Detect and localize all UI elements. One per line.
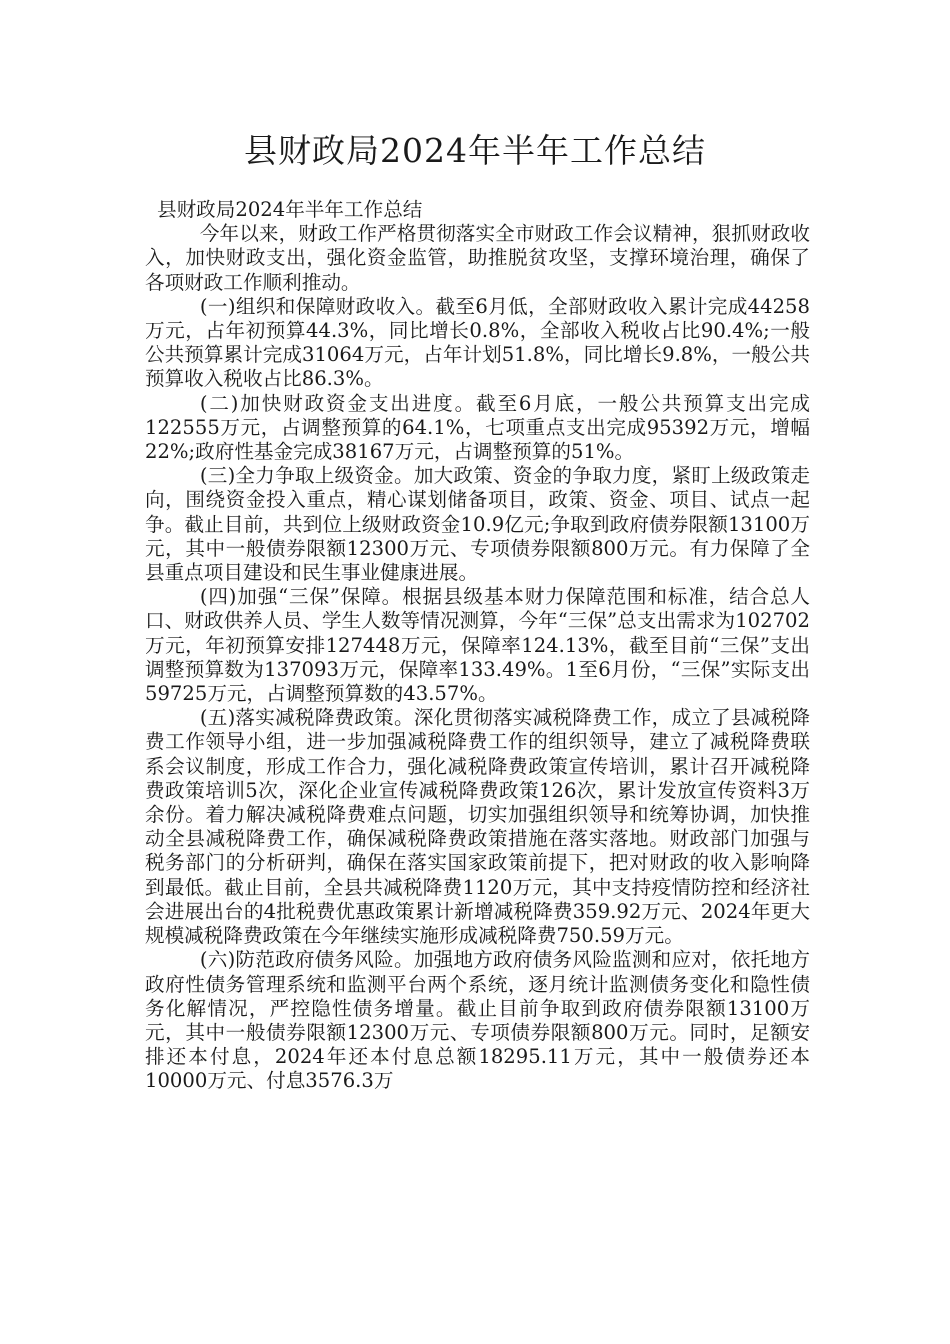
section-3-superior-funds: (三)全力争取上级资金。加大政策、资金的争取力度，紧盯上级政策走向，围绕资金投入重点，精心谋划储备项目，政策、资金、项目、试点一起争。截止目前，共到位上级财政资金10.9亿元;争取到政府债券限额13100万元，其中一般债券限额12300万元、专项债券限额800万元。有力保障了全县重点项目建设和民生事业健康进展。	[145, 464, 810, 585]
section-5-tax-reduction: (五)落实减税降费政策。深化贯彻落实减税降费工作，成立了县减税降费工作领导小组，进一步加强减税降费工作的组织领导，建立了减税降费联系会议制度，形成工作合力，强化减税降费政策宣传培训，累计召开减税降费政策培训5次，深化企业宣传减税降费政策126次，累计发放宣传资料3万余份。着力解决减税降费难点问题，切实加强组织领导和统筹协调，加快推动全县减税降费工作，确保减税降费政策措施在落实落地。财政部门加强与税务部门的分析研判，确保在落实国家政策前提下，把对财政的收入影响降到最低。截止目前，全县共减税降费1120万元，其中支持疫情防控和经济社会进展出台的4批税费优惠政策累计新增减税降费359.92万元、2024年更大规模减税降费政策在今年继续实施形成减税降费750.59万元。	[145, 706, 810, 948]
document-body	[145, 198, 810, 1094]
section-4-three-guarantees: (四)加强“三保”保障。根据县级基本财力保障范围和标准，结合总人口、财政供养人员、学生人数等情况测算，今年“三保”总支出需求为102702万元，年初预算安排127448万元，保障率124.13%，截至目前“三保”支出调整预算数为137093万元，保障率133.49%。1至6月份，“三保”实际支出59725万元，占调整预算数的43.57%。	[145, 585, 810, 706]
section-2-expenditure: (二)加快财政资金支出进度。截至6月底，一般公共预算支出完成122555万元，占调整预算的64.1%，七项重点支出完成95392万元，增幅22%;政府性基金完成38167万元，占调整预算的51%。	[145, 391, 810, 464]
document-title: 县财政局2024年半年工作总结	[244, 131, 706, 170]
intro-paragraph: 今年以来，财政工作严格贯彻落实全市财政工作会议精神，狠抓财政收入，加快财政支出，强化资金监管，助推脱贫攻坚，支撑环境治理，确保了各项财政工作顺利推动。	[145, 222, 810, 294]
section-6-debt-risk: (六)防范政府债务风险。加强地方政府债务风险监测和应对，依托地方政府性债务管理系统和监测平台两个系统，逐月统计监测债务变化和隐性债务化解情况，严控隐性债务增量。截止目前争取到政府债券限额13100万元，其中一般债券限额12300万元、专项债券限额800万元。同时，足额安排还本付息，2024年还本付息总额18295.11万元，其中一般债券还本10000万元、付息3576.3万	[145, 948, 810, 1093]
section-1-revenue: (一)组织和保障财政收入。截至6月低，全部财政收入累计完成44258万元，占年初预算44.3%，同比增长0.8%，全部收入税收占比90.4%;一般公共预算累计完成31064万元，占年计划51.8%，同比增长9.8%，一般公共预算收入税收占比86.3%。	[145, 294, 810, 391]
document-subtitle: 县财政局2024年半年工作总结	[157, 198, 423, 221]
